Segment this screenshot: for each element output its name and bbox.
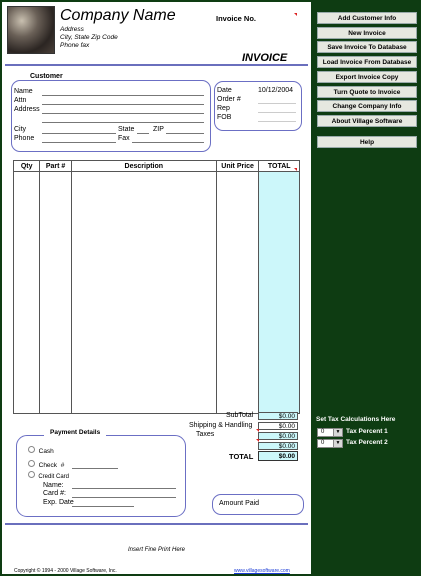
unit-price-header: Unit Price xyxy=(216,161,259,172)
table-header-row xyxy=(14,161,300,172)
chevron-down-icon[interactable]: ▼ xyxy=(333,440,342,447)
customer-city-field[interactable] xyxy=(42,133,116,134)
cc-name-field[interactable] xyxy=(72,488,176,489)
payment-title: Payment Details xyxy=(44,429,106,436)
customer-state-field[interactable] xyxy=(137,133,149,134)
help-button[interactable]: Help xyxy=(317,136,417,148)
shipping-value[interactable]: $0.00 xyxy=(258,422,298,430)
footer-divider xyxy=(5,523,308,525)
cc-exp-field[interactable] xyxy=(72,506,134,507)
invoice-sheet xyxy=(2,2,311,574)
customer-fax-label: Fax xyxy=(118,135,130,142)
description-header: Description xyxy=(71,161,216,172)
export-invoice-button[interactable]: Export Invoice Copy xyxy=(317,71,417,83)
cash-option[interactable] xyxy=(28,446,54,455)
comment-marker-icon xyxy=(294,13,297,16)
table-row[interactable] xyxy=(14,172,300,414)
tax-percent-1-select[interactable] xyxy=(317,428,343,437)
credit-card-option[interactable] xyxy=(28,471,69,480)
description-column[interactable] xyxy=(71,172,216,414)
copyright-text: Copyright © 1994 - 2000 Village Software, Inc. xyxy=(14,568,117,574)
credit-card-radio[interactable] xyxy=(28,471,35,478)
check-number-field[interactable] xyxy=(72,468,118,469)
invoice-title: INVOICE xyxy=(242,52,288,64)
tax-percent-2-label: Tax Percent 2 xyxy=(346,439,388,446)
company-name[interactable]: Company Name xyxy=(60,7,176,24)
total-label: TOTAL xyxy=(229,452,254,461)
tax-percent-1-label: Tax Percent 1 xyxy=(346,428,388,435)
part-column[interactable] xyxy=(40,172,71,414)
invoice-number-label: Invoice No. xyxy=(216,14,257,23)
customer-address2-field[interactable] xyxy=(42,122,204,123)
new-invoice-button[interactable]: New Invoice xyxy=(317,27,417,39)
taxes-value: $0.00 xyxy=(258,432,298,440)
cash-label: Cash xyxy=(38,448,54,455)
comment-marker-icon xyxy=(256,429,259,432)
taxes-label: Taxes xyxy=(196,431,215,438)
customer-phone-field[interactable] xyxy=(42,142,116,143)
rep-label: Rep xyxy=(217,105,230,112)
tax-settings-title: Set Tax Calculations Here xyxy=(316,416,396,423)
load-invoice-button[interactable]: Load Invoice From Database xyxy=(317,56,417,68)
add-customer-info-button[interactable]: Add Customer Info xyxy=(317,12,417,24)
company-address[interactable]: Address xyxy=(60,26,84,33)
total-column xyxy=(259,172,300,414)
customer-attn-label: Attn xyxy=(14,97,27,104)
customer-phone-label: Phone xyxy=(14,135,35,142)
comment-marker-icon xyxy=(294,168,297,171)
company-logo xyxy=(7,6,55,54)
rep-field[interactable] xyxy=(258,112,296,113)
fob-field[interactable] xyxy=(258,121,296,122)
website-link[interactable]: www.villagesoftware.com xyxy=(234,568,290,574)
taxes-value-2: $0.00 xyxy=(258,442,298,450)
save-invoice-button[interactable]: Save Invoice To Database xyxy=(317,41,417,53)
tax-percent-2-select[interactable] xyxy=(317,439,343,448)
check-label: Check xyxy=(38,462,58,469)
customer-address-field[interactable] xyxy=(42,113,204,114)
cc-number-label: Card #: xyxy=(43,490,66,497)
customer-address-label: Address xyxy=(14,106,40,113)
company-city-state-zip[interactable]: City, State Zip Code xyxy=(60,34,118,41)
customer-state-label: State xyxy=(118,126,135,133)
tax-percent-1-value: 0 xyxy=(321,429,325,435)
credit-card-label: Credit Card xyxy=(38,474,70,480)
cc-exp-label: Exp. Date xyxy=(43,499,74,506)
amount-paid-label: Amount Paid xyxy=(219,500,260,507)
customer-name-field[interactable] xyxy=(42,95,204,96)
date-label: Date xyxy=(217,87,232,94)
quote-to-invoice-button[interactable]: Turn Quote to Invoice xyxy=(317,86,417,98)
header-divider xyxy=(5,64,308,66)
customer-name-label: Name xyxy=(14,88,33,95)
date-value[interactable]: 10/12/2004 xyxy=(258,87,294,94)
qty-header: Qty xyxy=(14,161,40,172)
chevron-down-icon[interactable]: ▼ xyxy=(333,429,342,436)
shipping-label: Shipping & Handling xyxy=(189,422,253,429)
subtotal-label: SubTotal xyxy=(226,412,254,419)
total-header: TOTAL xyxy=(259,161,300,172)
order-number-field[interactable] xyxy=(258,103,296,104)
tax-percent-2-value: 0 xyxy=(321,440,325,446)
fob-label: FOB xyxy=(217,114,232,121)
check-radio[interactable] xyxy=(28,460,35,467)
customer-zip-label: ZIP xyxy=(153,126,164,133)
cash-radio[interactable] xyxy=(28,446,35,453)
customer-zip-field[interactable] xyxy=(166,133,204,134)
comment-marker-icon xyxy=(256,439,259,442)
line-items-table xyxy=(13,160,300,414)
check-hash-label: # xyxy=(60,462,65,469)
customer-fax-field[interactable] xyxy=(132,142,204,143)
cc-name-label: Name: xyxy=(43,482,64,489)
unit-price-column[interactable] xyxy=(216,172,259,414)
change-company-info-button[interactable]: Change Company Info xyxy=(317,100,417,112)
about-button[interactable]: About Village Software xyxy=(317,115,417,127)
customer-city-label: City xyxy=(14,126,27,133)
cc-number-field[interactable] xyxy=(72,497,176,498)
check-option[interactable] xyxy=(28,460,64,469)
subtotal-value: $0.00 xyxy=(258,412,298,420)
part-header: Part # xyxy=(40,161,71,172)
total-value: $0.00 xyxy=(258,451,298,461)
company-phone-fax[interactable]: Phone fax xyxy=(60,42,90,49)
customer-attn-field[interactable] xyxy=(42,104,204,105)
qty-column[interactable] xyxy=(14,172,40,414)
customer-title: Customer xyxy=(24,73,69,80)
order-number-label: Order # xyxy=(217,96,241,103)
fine-print[interactable]: Insert Fine Print Here xyxy=(127,547,186,553)
